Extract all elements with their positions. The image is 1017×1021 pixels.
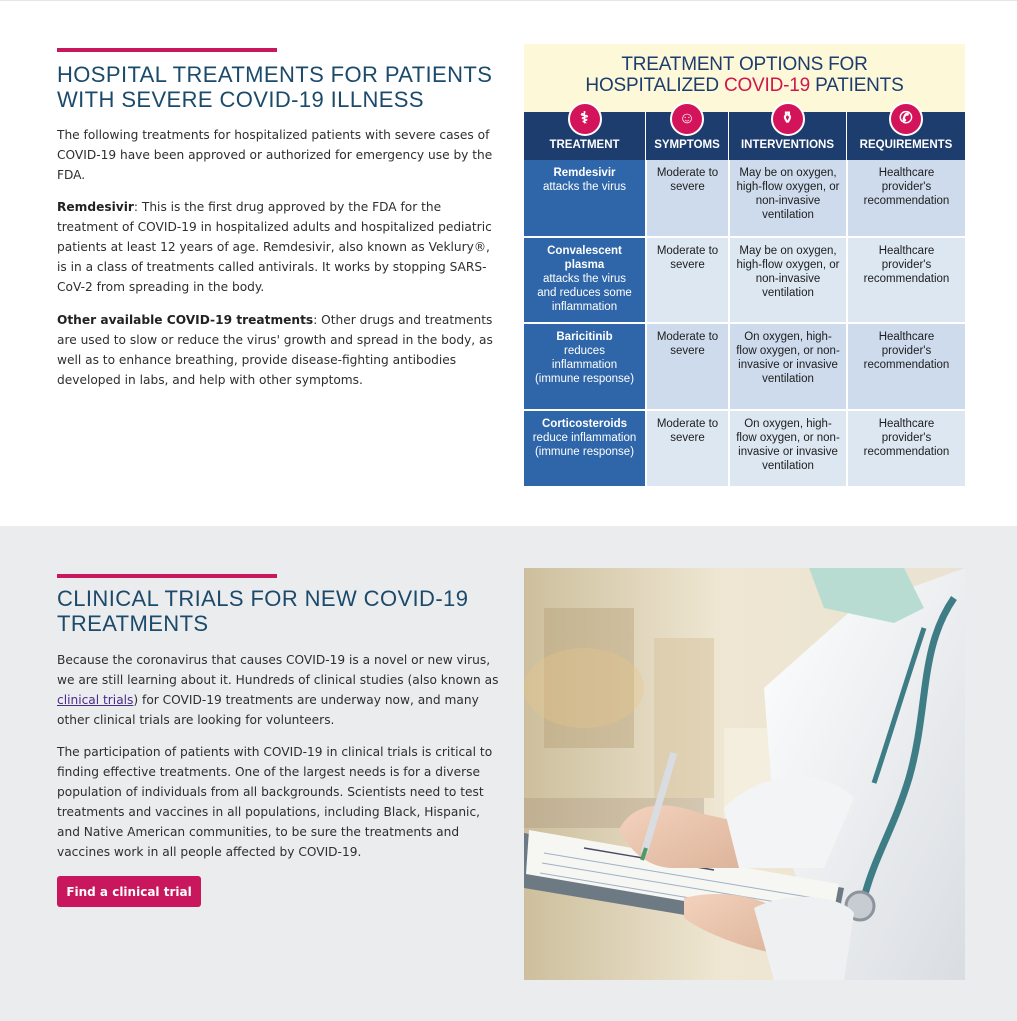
- clinical-trials-intro: [57, 650, 500, 730]
- caduceus-icon: ⚕: [568, 102, 602, 136]
- column-divider: [645, 160, 647, 486]
- header-interventions-label: INTERVENTIONS: [740, 139, 835, 151]
- symptoms-cell: Moderate to severe: [647, 411, 728, 486]
- symptoms-cell: Moderate to severe: [647, 324, 728, 409]
- intro-paragraph: The following treatments for hospitalized patients with severe cases of COVID-19 have been approved or authorized for emergency use by the FDA.: [57, 128, 493, 182]
- section-heading: HOSPITAL TREATMENTS FOR PATIENTS WITH SEVERE COVID-19 ILLNESS: [57, 62, 493, 112]
- header-symptoms: [646, 112, 728, 160]
- remdesivir-text: : This is the first drug approved by the FDA for the treatment of COVID-19 in hospitalized adults and hospitalized pediatric patients at least 12 years of age. Remdesivir, also known as Veklury®, is in a class of treatments called antivirals. It works by stopping SARS-CoV-2 from spreading in the body.: [57, 200, 492, 294]
- infographic-title: [524, 54, 965, 96]
- treatment-options-infographic: [524, 44, 965, 486]
- requirements-cell: Healthcare provider's recommendation: [848, 324, 965, 409]
- treatment-name: Remdesivir: [553, 167, 616, 179]
- table-row: [524, 324, 965, 409]
- requirements-cell: Healthcare provider's recommendation: [848, 160, 965, 236]
- treatment-name: Corticosteroids: [542, 418, 627, 430]
- section-heading: CLINICAL TRIALS FOR NEW COVID-19 TREATMENTS: [57, 586, 469, 636]
- interventions-cell: May be on oxygen, high-flow oxygen, or non-invasive ventilation: [730, 238, 846, 322]
- treatment-cell: [524, 324, 645, 409]
- infographic-title-line2: [524, 75, 965, 96]
- doctor-clipboard-photo: [524, 568, 965, 980]
- other-treatments-text: : Other drugs and treatments are used to slow or reduce the virus' growth and spread in the body, as well as to enhance breathing, provide disease-fighting antibodies developed in labs, and help with other symptoms.: [57, 313, 493, 387]
- treatment-desc: reduce inflammation (immune response): [532, 432, 637, 458]
- treatment-desc: reduces inflammation (immune response): [534, 345, 635, 385]
- treatment-name: Convalescent plasma: [547, 245, 622, 271]
- oxygen-tank-icon: ⚱: [771, 102, 805, 136]
- symptoms-cell: Moderate to severe: [647, 160, 728, 236]
- treatment-desc: attacks the virus: [542, 181, 627, 193]
- header-treatment: [524, 112, 645, 160]
- title-highlight: COVID-19: [723, 75, 810, 96]
- treatment-desc: attacks the virus and reduces some inflammation: [537, 273, 632, 313]
- treatment-name: Baricitinib: [556, 331, 613, 343]
- table-row: [524, 160, 965, 236]
- interventions-cell: On oxygen, high-flow oxygen, or non-invasive or invasive ventilation: [730, 324, 846, 409]
- remdesivir-label: Remdesivir: [57, 200, 134, 214]
- clinical-trials-link[interactable]: clinical trials: [57, 693, 134, 707]
- header-requirements-label: REQUIREMENTS: [859, 139, 953, 151]
- heading-accent-bar: [57, 48, 277, 52]
- other-treatments-label: Other available COVID-19 treatments: [57, 313, 314, 327]
- column-divider: [728, 160, 730, 486]
- patient-icon: ☺: [670, 102, 704, 136]
- clinical-trials-section: [0, 526, 1017, 1021]
- header-requirements: [847, 112, 965, 160]
- title-line2-post: PATIENTS: [810, 75, 904, 96]
- interventions-cell: May be on oxygen, high-flow oxygen, or non-invasive ventilation: [730, 160, 846, 236]
- infographic-title-line1: TREATMENT OPTIONS FOR: [621, 54, 868, 75]
- header-interventions: [729, 112, 846, 160]
- hospital-treatments-section: [0, 1, 1017, 526]
- symptoms-cell: Moderate to severe: [647, 238, 728, 322]
- participation-paragraph: The participation of patients with COVID-19 in clinical trials is critical to finding effective treatments. One of the largest needs is for a diverse population of individuals from all backgrounds. Scientists need to test treatments and vaccines in all populations, including Black, Hispanic, and Native American communities, to be sure the treatments and vaccines work in all people affected by COVID-19.: [57, 745, 493, 859]
- header-treatment-label: TREATMENT: [549, 139, 620, 151]
- doctor-photo-illustration: [524, 568, 965, 980]
- find-clinical-trial-button[interactable]: Find a clinical trial: [57, 876, 201, 907]
- treatment-cell: [524, 238, 645, 322]
- intro-text-post: ) for COVID-19 treatments are underway now, and many other clinical trials are looking for volunteers.: [57, 693, 479, 727]
- requirements-cell: Healthcare provider's recommendation: [848, 238, 965, 322]
- requirements-cell: Healthcare provider's recommendation: [848, 411, 965, 486]
- header-symptoms-label: SYMPTOMS: [654, 139, 720, 151]
- remdesivir-paragraph: [57, 197, 500, 297]
- table-row: [524, 411, 965, 486]
- table-row: [524, 238, 965, 322]
- treatment-cell: [524, 160, 645, 236]
- table-header: [524, 112, 965, 160]
- title-line2-pre: HOSPITALIZED: [585, 75, 724, 96]
- intro-text-pre: Because the coronavirus that causes COVID-19 is a novel or new virus, we are still learning about it. Hundreds of clinical studies (also known as: [57, 653, 499, 687]
- other-treatments-paragraph: [57, 310, 500, 390]
- heading-accent-bar: [57, 574, 277, 578]
- treatment-cell: [524, 411, 645, 486]
- phone-doctor-icon: ✆: [889, 102, 923, 136]
- column-divider: [846, 160, 848, 486]
- interventions-cell: On oxygen, high-flow oxygen, or non-invasive or invasive ventilation: [730, 411, 846, 486]
